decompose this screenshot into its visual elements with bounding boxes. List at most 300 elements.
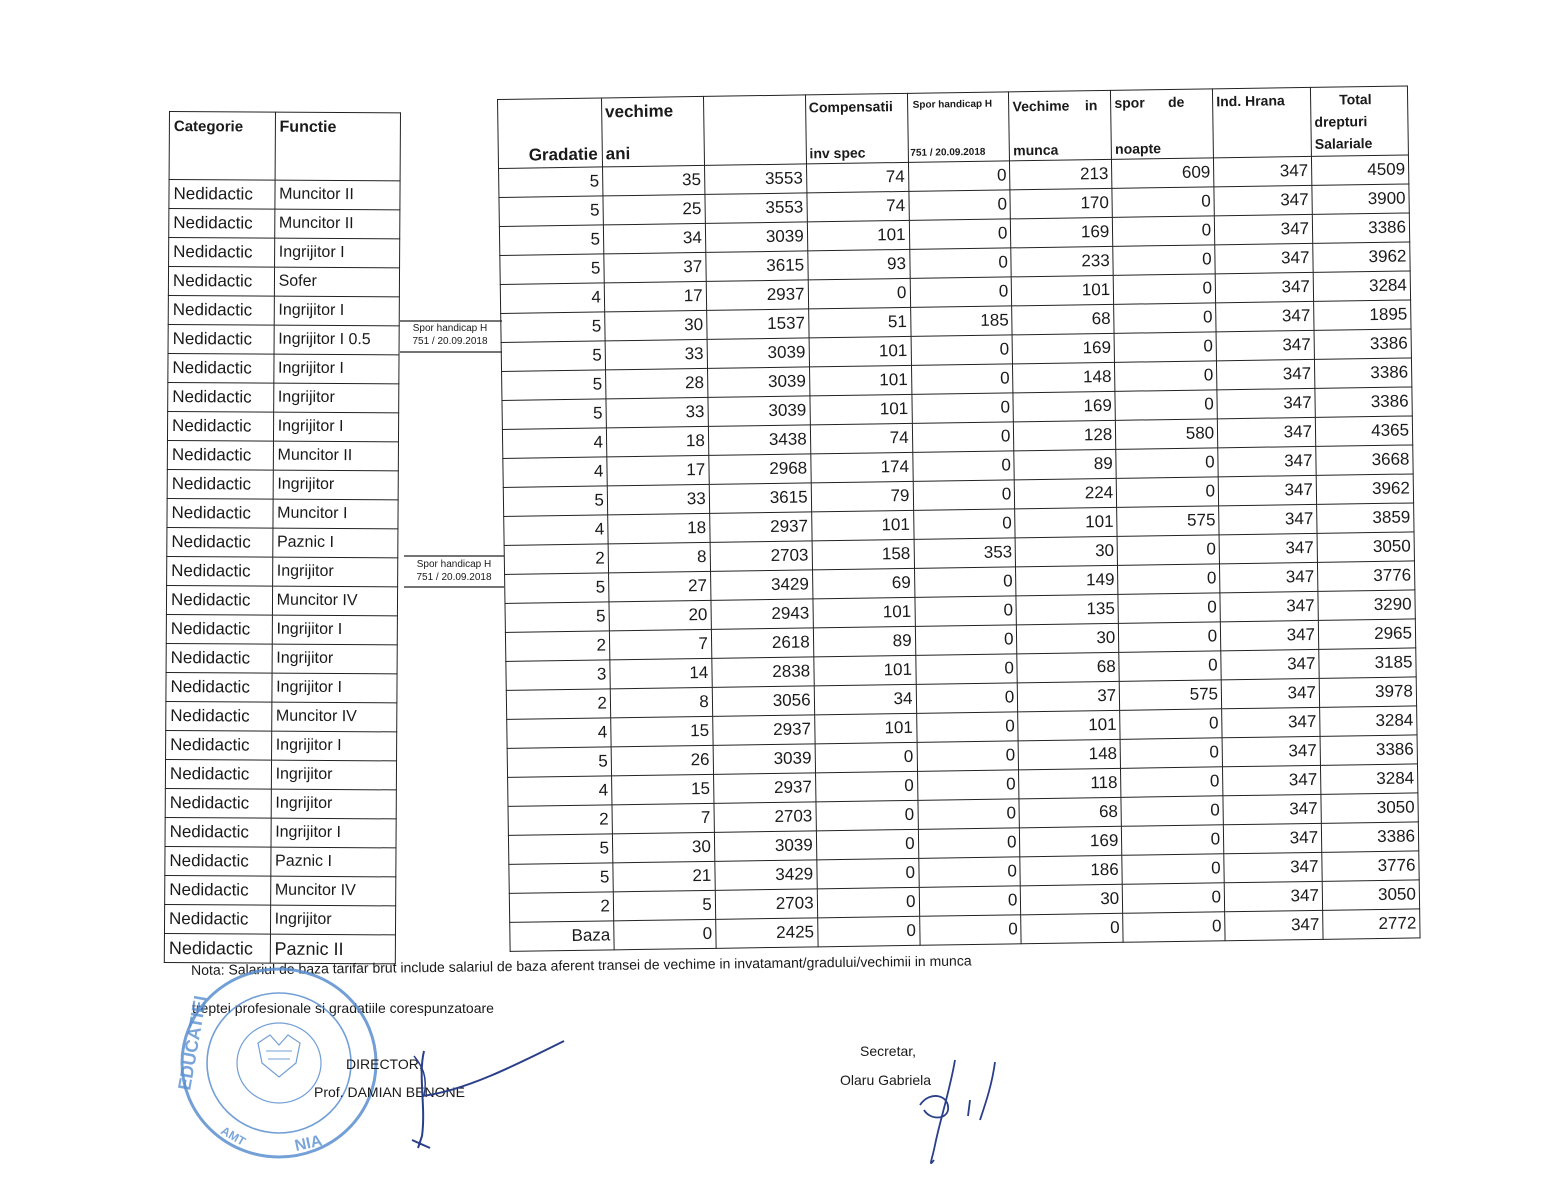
ind-hrana-cell: 347: [1215, 272, 1313, 302]
ind-hrana-cell: 347: [1216, 301, 1314, 331]
gradatie-cell: 2: [505, 631, 609, 662]
header-inv-spec-label: inv spec: [809, 144, 866, 162]
handicap-note-2-line2: 751 / 20.09.2018: [416, 572, 492, 583]
ind-hrana-cell: 347: [1217, 359, 1315, 389]
salariu-baza-cell: 3039: [705, 222, 807, 253]
vechime-munca-cell: 68: [1017, 652, 1119, 683]
vechime-munca-cell: 101: [1015, 507, 1117, 538]
table-row: [166, 701, 397, 731]
vechime-ani-cell: 30: [612, 832, 714, 863]
gradatie-cell: 2: [508, 805, 612, 836]
compensatii-cell: 101: [810, 394, 912, 425]
table-row: [165, 875, 396, 905]
vechime-ani-cell: 37: [604, 252, 706, 283]
total-cell: 1895: [1314, 300, 1411, 330]
functie-cell: Ingrijitor I 0.5: [274, 325, 400, 355]
table-row: [168, 267, 399, 297]
total-cell: 3050: [1317, 532, 1414, 562]
spor-noapte-cell: 575: [1119, 680, 1221, 711]
categorie-cell: Nedidactic: [165, 846, 271, 876]
gradatie-cell: 5: [508, 834, 612, 865]
total-cell: 3668: [1316, 445, 1413, 475]
table-row: [167, 411, 398, 441]
header-spor-de-label: spor de: [1114, 93, 1185, 111]
ind-hrana-cell: 347: [1220, 591, 1318, 621]
header-vechime-label: vechime: [604, 101, 674, 122]
spor-handicap-cell: 0: [919, 886, 1021, 917]
categorie-cell: Nedidactic: [169, 238, 275, 268]
categorie-cell: Nedidactic: [167, 469, 273, 499]
vechime-munca-cell: 37: [1018, 681, 1120, 712]
compensatii-cell: 69: [812, 568, 914, 599]
categorie-cell: Nedidactic: [169, 180, 275, 210]
functie-cell: Ingrijitor: [272, 644, 398, 674]
header-gradatie-label: Gradatie: [528, 144, 598, 165]
vechime-munca-cell: 169: [1020, 826, 1122, 857]
gradatie-cell: 4: [502, 428, 606, 459]
vechime-ani-cell: 35: [602, 165, 704, 196]
header-compensatii: [805, 93, 908, 164]
vechime-ani-cell: 0: [614, 919, 716, 950]
header-row: [169, 112, 400, 181]
director-signature: [404, 1036, 574, 1156]
table-row: [166, 730, 397, 760]
spor-noapte-cell: 0: [1113, 216, 1215, 247]
vechime-munca-cell: 101: [1012, 275, 1114, 306]
spor-noapte-cell: 580: [1116, 419, 1218, 450]
spor-noapte-cell: 0: [1123, 912, 1225, 943]
spor-noapte-cell: 0: [1115, 361, 1217, 392]
functie-cell: Paznic I: [270, 847, 396, 877]
vechime-ani-cell: 7: [612, 803, 714, 834]
ind-hrana-cell: 347: [1223, 794, 1321, 824]
gradatie-cell: 5: [505, 573, 609, 604]
compensatii-cell: 101: [814, 713, 916, 744]
spor-noapte-cell: 0: [1113, 245, 1215, 276]
table-row: [168, 324, 399, 354]
spor-handicap-cell: 353: [914, 538, 1016, 569]
categorie-cell: Nedidactic: [167, 440, 273, 470]
vechime-ani-cell: 15: [611, 716, 713, 747]
total-cell: 3978: [1319, 677, 1416, 707]
category-function-body: [164, 180, 400, 964]
spor-handicap-cell: 0: [912, 451, 1014, 482]
vechime-ani-cell: 17: [604, 281, 706, 312]
salariu-baza-cell: 2838: [712, 657, 814, 688]
compensatii-cell: 0: [815, 771, 917, 802]
header-munca-label: munca: [1013, 141, 1059, 159]
spor-noapte-cell: 0: [1117, 535, 1219, 566]
gradatie-cell: 5: [501, 341, 605, 372]
spor-handicap-cell: 0: [910, 277, 1012, 308]
spor-noapte-cell: 0: [1114, 303, 1216, 334]
categorie-cell: Nedidactic: [165, 759, 271, 789]
gradatie-cell: 5: [503, 486, 607, 517]
vechime-ani-cell: 5: [613, 890, 715, 921]
salariu-baza-cell: 2703: [710, 541, 812, 572]
vechime-ani-cell: 33: [606, 397, 708, 428]
director-title: DIRECTOR,: [346, 1056, 423, 1072]
total-cell: 3386: [1320, 735, 1417, 765]
functie-cell: Muncitor I: [273, 499, 399, 529]
spor-handicap-cell: 0: [916, 683, 1018, 714]
category-function-table: [164, 111, 401, 964]
salariu-baza-cell: 3056: [712, 686, 814, 717]
ind-hrana-cell: 347: [1224, 881, 1322, 911]
vechime-ani-cell: 7: [609, 629, 711, 660]
gradatie-cell: 5: [500, 254, 604, 285]
total-cell: 2772: [1323, 909, 1420, 939]
spor-handicap-cell: 0: [919, 915, 1021, 946]
vechime-ani-cell: 33: [607, 484, 709, 515]
gradatie-cell: 4: [503, 457, 607, 488]
table-row: [167, 469, 398, 499]
total-cell: 3900: [1312, 184, 1409, 214]
compensatii-cell: 89: [813, 626, 915, 657]
ind-hrana-cell: 347: [1221, 678, 1319, 708]
compensatii-cell: 0: [815, 742, 917, 773]
ind-hrana-cell: 347: [1224, 852, 1322, 882]
director-name: Prof. DAMIAN BENONE: [314, 1084, 465, 1100]
functie-cell: Ingrijitor: [272, 557, 398, 587]
footer-note-line1: Nota: Salariul de baza tarifar brut include salariul de baza aferent transei de vechime in invatamant/gradului/vechimii in munca: [191, 952, 972, 978]
header-vechime-ani: [601, 96, 704, 167]
gradatie-cell: 5: [499, 225, 603, 256]
total-cell: 4365: [1315, 416, 1412, 446]
vechime-munca-cell: 149: [1016, 565, 1118, 596]
ind-hrana-cell: 347: [1222, 736, 1320, 766]
salariu-baza-cell: 3429: [715, 860, 817, 891]
table-row: [168, 295, 399, 325]
salariu-baza-cell: 2618: [711, 628, 813, 659]
vechime-munca-cell: 128: [1014, 420, 1116, 451]
vechime-munca-cell: 118: [1019, 768, 1121, 799]
salariu-baza-cell: 2937: [712, 715, 814, 746]
compensatii-cell: 101: [813, 655, 915, 686]
total-cell: 3386: [1314, 358, 1411, 388]
table-row: [165, 817, 396, 847]
salariu-baza-cell: 3553: [705, 193, 807, 224]
salariu-baza-cell: 3553: [704, 164, 806, 195]
ind-hrana-cell: 347: [1216, 330, 1314, 360]
spor-noapte-cell: 575: [1117, 506, 1219, 537]
table-row: [165, 788, 396, 818]
spor-handicap-cell: 0: [911, 393, 1013, 424]
spor-noapte-cell: 0: [1118, 564, 1220, 595]
header-ind-hrana: [1213, 87, 1312, 157]
header-gradatie: [498, 98, 603, 169]
functie-cell: Muncitor II: [275, 180, 401, 210]
salariu-baza-cell: 3438: [708, 425, 810, 456]
spor-noapte-cell: 0: [1122, 854, 1224, 885]
secretary-name: Olaru Gabriela: [840, 1072, 932, 1088]
spor-handicap-cell: 0: [915, 625, 1017, 656]
vechime-munca-cell: 224: [1015, 478, 1117, 509]
categorie-cell: Nedidactic: [164, 904, 270, 934]
salariu-baza-cell: 2937: [709, 512, 811, 543]
compensatii-cell: 74: [810, 423, 912, 454]
compensatii-cell: 0: [817, 916, 919, 947]
table-row: [167, 440, 398, 470]
vechime-munca-cell: 169: [1012, 333, 1114, 364]
gradatie-cell: 5: [499, 167, 603, 198]
categorie-cell: Nedidactic: [166, 701, 272, 731]
header-categorie: Categorie: [169, 112, 275, 181]
table-row: [166, 672, 397, 702]
vechime-ani-cell: 25: [603, 194, 705, 225]
gradatie-cell: 5: [507, 747, 611, 778]
compensatii-cell: 101: [809, 336, 911, 367]
gradatie-cell: 5: [505, 602, 609, 633]
compensatii-cell: 74: [806, 162, 908, 193]
vechime-munca-cell: 213: [1010, 159, 1112, 190]
salary-body: [499, 155, 1421, 951]
functie-cell: Ingrijitor I: [274, 238, 400, 268]
spor-handicap-cell: 0: [909, 248, 1011, 279]
header-ani-label: ani: [605, 144, 631, 164]
header-spor-handicap: [907, 92, 1010, 163]
footer-note-line2: treptei profesionale si gradatiile corespunzatoare: [192, 1000, 494, 1016]
header-salariu-baza: [703, 95, 806, 166]
vechime-munca-cell: 186: [1020, 855, 1122, 886]
vechime-munca-cell: 0: [1021, 913, 1123, 944]
vechime-munca-cell: 30: [1015, 536, 1117, 567]
gradatie-cell: 3: [506, 660, 610, 691]
total-cell: 3185: [1319, 648, 1416, 678]
salariu-baza-cell: 2968: [709, 454, 811, 485]
header-spor-noapte: [1111, 89, 1214, 160]
total-cell: 3776: [1317, 561, 1414, 591]
gradatie-cell: 4: [504, 515, 608, 546]
salariu-baza-cell: 3039: [707, 338, 809, 369]
categorie-cell: Nedidactic: [165, 817, 271, 847]
categorie-cell: Nedidactic: [167, 498, 273, 528]
compensatii-cell: 0: [816, 800, 918, 831]
spor-noapte-cell: 0: [1120, 738, 1222, 769]
gradatie-cell: 5: [509, 863, 613, 894]
vechime-ani-cell: 14: [610, 658, 712, 689]
ind-hrana-cell: 347: [1219, 533, 1317, 563]
spor-handicap-cell: 0: [915, 654, 1017, 685]
categorie-cell: Nedidactic: [166, 730, 272, 760]
spor-noapte-cell: 0: [1122, 883, 1224, 914]
functie-cell: Ingrijitor: [273, 383, 399, 413]
table-row: [166, 643, 397, 673]
salariu-baza-cell: 3039: [714, 831, 816, 862]
functie-cell: Ingrijitor: [273, 470, 399, 500]
vechime-ani-cell: 15: [611, 774, 713, 805]
salariu-baza-cell: 3039: [707, 367, 809, 398]
ind-hrana-cell: 347: [1214, 156, 1312, 186]
header-functie: Functie: [275, 112, 401, 181]
spor-noapte-cell: 0: [1119, 622, 1221, 653]
spor-handicap-cell: 0: [918, 857, 1020, 888]
total-cell: 3859: [1317, 503, 1414, 533]
categorie-cell: Nedidactic: [166, 672, 272, 702]
salariu-baza-cell: 2425: [715, 918, 817, 949]
vechime-munca-cell: 170: [1010, 188, 1112, 219]
functie-cell: Ingrijitor: [271, 760, 397, 790]
total-cell: 3962: [1313, 242, 1410, 272]
compensatii-cell: 0: [816, 858, 918, 889]
compensatii-cell: 74: [807, 191, 909, 222]
ind-hrana-cell: 347: [1218, 446, 1316, 476]
compensatii-cell: 93: [807, 249, 909, 280]
functie-cell: Muncitor IV: [271, 702, 397, 732]
gradatie-cell: 4: [508, 776, 612, 807]
header-salariale-label: Salariale: [1314, 135, 1373, 152]
functie-cell: Ingrijitor I: [273, 412, 399, 442]
svg-text:NIA: NIA: [293, 1132, 324, 1155]
functie-cell: Paznic II: [270, 934, 396, 964]
ind-hrana-cell: 347: [1214, 214, 1312, 244]
categorie-cell: Nedidactic: [167, 527, 273, 557]
handicap-note-2-line1: Spor handicap H: [416, 559, 492, 570]
categorie-cell: Nedidactic: [168, 267, 274, 297]
header-drepturi-label: drepturi: [1314, 113, 1368, 130]
gradatie-cell: 4: [507, 718, 611, 749]
spor-handicap-cell: 0: [917, 741, 1019, 772]
spor-noapte-cell: 0: [1116, 477, 1218, 508]
compensatii-cell: 101: [809, 365, 911, 396]
ind-hrana-cell: 347: [1225, 910, 1323, 940]
compensatii-cell: 34: [814, 684, 916, 715]
categorie-cell: Nedidactic: [165, 788, 271, 818]
salariu-baza-cell: 2937: [706, 280, 808, 311]
compensatii-cell: 158: [812, 539, 914, 570]
compensatii-cell: 0: [817, 887, 919, 918]
salariu-baza-cell: 2943: [711, 599, 813, 630]
header-spor-handicap-label: Spor handicap H: [912, 98, 993, 111]
functie-cell: Ingrijitor I: [274, 296, 400, 326]
compensatii-cell: 79: [811, 481, 913, 512]
gradatie-cell: 2: [509, 892, 613, 923]
vechime-ani-cell: 20: [609, 600, 711, 631]
spor-handicap-cell: 0: [918, 828, 1020, 859]
table-row: [166, 585, 397, 615]
vechime-munca-cell: 148: [1018, 739, 1120, 770]
vechime-ani-cell: 33: [605, 339, 707, 370]
salariu-baza-cell: 3615: [709, 483, 811, 514]
vechime-munca-cell: 233: [1011, 246, 1113, 277]
secretary-signature: [910, 1050, 1020, 1175]
vechime-ani-cell: 8: [610, 687, 712, 718]
gradatie-cell: 5: [499, 196, 603, 227]
spor-noapte-cell: 0: [1112, 187, 1214, 218]
compensatii-cell: 51: [808, 307, 910, 338]
header-spor-handicap-ref: 751 / 20.09.2018: [910, 146, 986, 159]
ind-hrana-cell: 347: [1217, 388, 1315, 418]
functie-cell: Ingrijitor I: [271, 818, 397, 848]
total-cell: 3284: [1321, 764, 1418, 794]
ind-hrana-cell: 347: [1218, 475, 1316, 505]
gradatie-cell: 5: [501, 312, 605, 343]
compensatii-cell: 101: [811, 510, 913, 541]
header-vechime-munca: [1009, 90, 1112, 161]
table-row: [164, 904, 395, 934]
categorie-cell: Nedidactic: [169, 209, 275, 239]
total-cell: 3290: [1318, 590, 1415, 620]
total-cell: 3386: [1312, 213, 1409, 243]
table-row: [167, 527, 398, 557]
vechime-ani-cell: 8: [608, 542, 710, 573]
handicap-note-borders: [400, 320, 504, 590]
categorie-cell: Nedidactic: [165, 875, 271, 905]
total-cell: 3962: [1316, 474, 1413, 504]
spor-noapte-cell: 0: [1121, 796, 1223, 827]
ind-hrana-cell: 347: [1223, 823, 1321, 853]
gradatie-cell: 2: [504, 544, 608, 575]
vechime-ani-cell: 28: [605, 368, 707, 399]
vechime-ani-cell: 27: [608, 571, 710, 602]
secretary-title: Secretar,: [860, 1043, 917, 1059]
total-cell: 3050: [1322, 880, 1419, 910]
total-cell: 3284: [1313, 271, 1410, 301]
functie-cell: Ingrijitor I: [271, 731, 397, 761]
vechime-ani-cell: 18: [608, 513, 710, 544]
header-total-label: Total: [1339, 91, 1372, 108]
salariu-baza-cell: 3429: [710, 570, 812, 601]
svg-text:EDUCATIEI: EDUCATIEI: [174, 994, 211, 1092]
table-row: [165, 759, 396, 789]
functie-cell: Paznic I: [272, 528, 398, 558]
salariu-baza-cell: 2937: [713, 773, 815, 804]
header-noapte-label: noapte: [1114, 140, 1162, 157]
total-cell: 3050: [1321, 793, 1418, 823]
vechime-ani-cell: 18: [606, 426, 708, 457]
vechime-munca-cell: 68: [1012, 304, 1114, 335]
salariu-baza-cell: 2703: [715, 889, 817, 920]
header-compensatii-label: Compensatii: [808, 98, 893, 116]
compensatii-cell: 0: [816, 829, 918, 860]
categorie-cell: Nedidactic: [168, 295, 274, 325]
total-cell: 3284: [1320, 706, 1417, 736]
salariu-baza-cell: 2703: [714, 802, 816, 833]
categorie-cell: Nedidactic: [168, 382, 274, 412]
vechime-ani-cell: 34: [603, 223, 705, 254]
gradatie-cell: 5: [502, 399, 606, 430]
categorie-cell: Nedidactic: [166, 614, 272, 644]
spor-handicap-cell: 0: [908, 161, 1010, 192]
ind-hrana-cell: 347: [1223, 765, 1321, 795]
total-cell: 3386: [1314, 329, 1411, 359]
functie-cell: Muncitor IV: [270, 876, 396, 906]
spor-handicap-cell: 185: [910, 306, 1012, 337]
spor-handicap-cell: 0: [917, 799, 1019, 830]
vechime-munca-cell: 30: [1021, 884, 1123, 915]
categorie-cell: Nedidactic: [164, 933, 270, 963]
table-row: [169, 238, 400, 268]
functie-cell: Ingrijitor I: [272, 673, 398, 703]
vechime-munca-cell: 30: [1017, 623, 1119, 654]
vechime-munca-cell: 68: [1019, 797, 1121, 828]
functie-cell: Ingrijitor I: [272, 615, 398, 645]
spor-handicap-cell: 0: [914, 567, 1016, 598]
compensatii-cell: 101: [813, 597, 915, 628]
vechime-ani-cell: 30: [605, 310, 707, 341]
salariu-baza-cell: 3039: [713, 744, 815, 775]
gradatie-cell: 5: [502, 370, 606, 401]
categorie-cell: Nedidactic: [168, 353, 274, 383]
header-ind-hrana-label: Ind. Hrana: [1216, 92, 1285, 110]
ind-hrana-cell: 347: [1221, 649, 1319, 679]
handicap-note-1-line2: 751 / 20.09.2018: [412, 336, 488, 347]
compensatii-cell: 0: [808, 278, 910, 309]
functie-cell: Muncitor II: [273, 441, 399, 471]
table-row: [165, 846, 396, 876]
table-row: [167, 556, 398, 586]
spor-handicap-cell: 0: [909, 219, 1011, 250]
